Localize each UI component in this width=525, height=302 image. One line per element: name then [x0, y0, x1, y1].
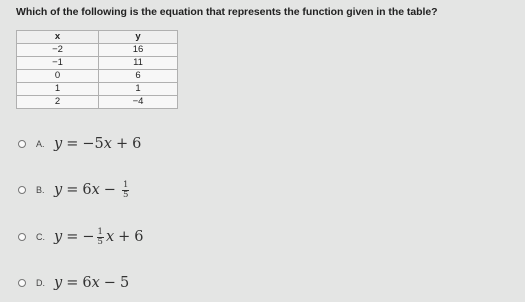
table-row — [17, 57, 178, 70]
table-row — [17, 96, 178, 109]
choice-b-equation — [54, 181, 131, 200]
choice-d-equals: = — [66, 275, 79, 291]
choice-b-letter: B. — [36, 185, 45, 195]
choice-c-var-y: y — [54, 229, 63, 245]
choice-b-minus: − — [103, 182, 116, 198]
table-cell-x: 2 — [17, 96, 99, 109]
choice-d-coefficient: 6 — [82, 275, 92, 291]
choice-a-radio[interactable] — [18, 140, 26, 148]
choice-c-fraction — [97, 228, 104, 247]
choice-c-equation — [54, 228, 144, 247]
question-text: Which of the following is the equation that represents the function given in the table? — [16, 6, 438, 18]
choice-c-constant: 6 — [134, 229, 144, 245]
choice-d-minus: − — [103, 275, 116, 291]
choice-c-radio[interactable] — [18, 233, 26, 241]
choice-b-numerator: 1 — [122, 179, 129, 190]
choice-a-letter: A. — [36, 139, 45, 149]
choice-c-letter: C. — [36, 232, 45, 242]
choice-d-var-x: x — [91, 275, 100, 291]
choice-a-negative-sign: − — [82, 136, 95, 152]
choice-a-equals: = — [66, 136, 79, 152]
choice-c-denominator: 5 — [97, 236, 103, 247]
table-cell-x: 0 — [17, 70, 99, 83]
choice-b-coefficient: 6 — [82, 182, 92, 198]
table-row — [17, 83, 178, 96]
choice-d-letter: D. — [36, 278, 45, 288]
table-cell-x: −1 — [17, 57, 99, 70]
table-cell-y: 16 — [99, 44, 178, 57]
choice-c[interactable] — [18, 228, 144, 246]
table-cell-y: −4 — [99, 96, 178, 109]
table-cell-y: 1 — [99, 83, 178, 96]
choice-a-coefficient: 5 — [94, 136, 104, 152]
choice-c-equals: = — [66, 229, 79, 245]
choice-b-denominator: 5 — [122, 189, 129, 200]
choice-d-constant: 5 — [119, 275, 130, 291]
choice-d-radio[interactable] — [18, 279, 26, 287]
column-header-y: y — [99, 31, 178, 44]
choice-a-var-y: y — [54, 136, 63, 152]
choice-d-var-y: y — [54, 275, 63, 291]
choice-c-negative-sign: − — [82, 229, 95, 245]
table-row — [17, 44, 178, 57]
choice-c-var-x: x — [105, 229, 115, 245]
choice-c-plus: + — [118, 229, 131, 245]
choice-a-var-x: x — [103, 136, 112, 152]
choice-b-radio[interactable] — [18, 186, 26, 194]
column-header-x: x — [17, 31, 99, 44]
choice-a[interactable] — [18, 135, 141, 153]
table-row — [17, 70, 178, 83]
choice-a-equation — [54, 136, 141, 152]
table-header-row — [17, 31, 178, 44]
table-cell-y: 11 — [99, 57, 178, 70]
choice-d-equation — [54, 275, 129, 291]
choice-b-fraction — [122, 181, 129, 200]
choice-a-plus: + — [115, 136, 129, 152]
choice-d[interactable] — [18, 274, 129, 292]
choice-b-var-y: y — [54, 182, 63, 198]
choice-c-numerator: 1 — [97, 226, 103, 237]
choice-b[interactable] — [18, 181, 131, 199]
table-cell-x: −2 — [17, 44, 99, 57]
choice-b-var-x: x — [91, 182, 100, 198]
table-cell-y: 6 — [99, 70, 178, 83]
function-table — [16, 30, 178, 109]
table-cell-x: 1 — [17, 83, 99, 96]
choice-a-constant: 6 — [132, 136, 142, 152]
choice-b-equals: = — [66, 182, 79, 198]
